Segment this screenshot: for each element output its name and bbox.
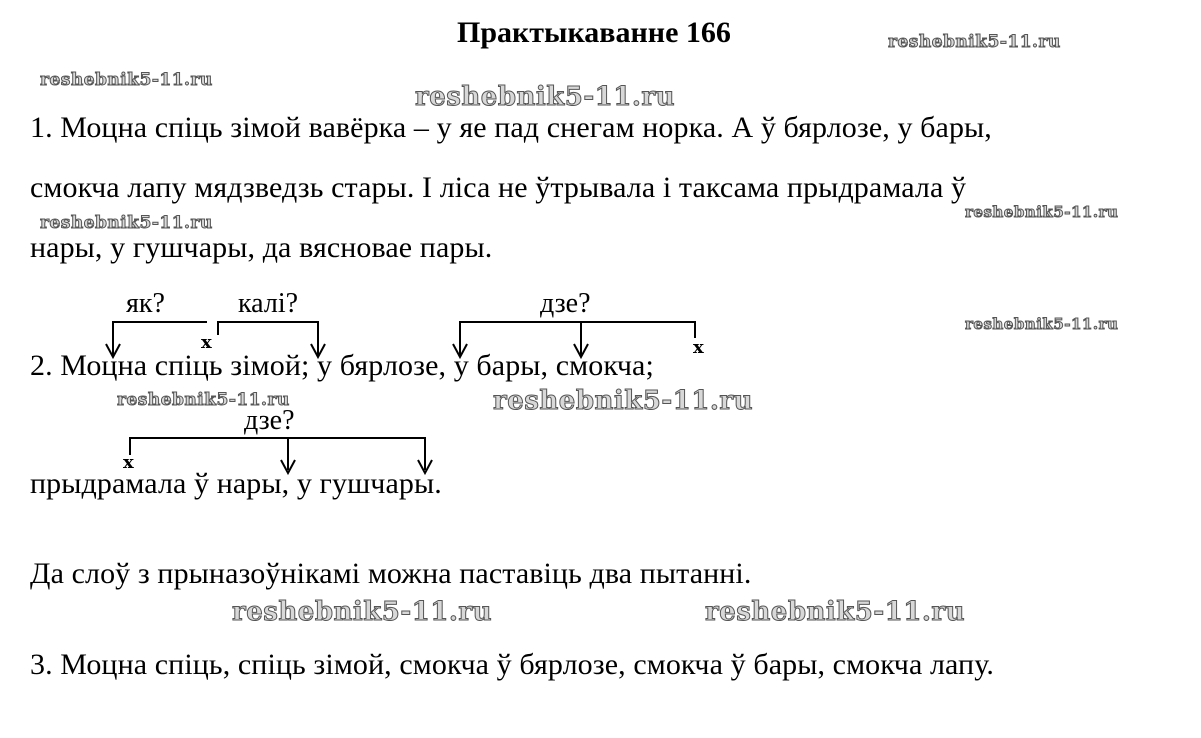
x-mark: x xyxy=(123,452,134,473)
watermark: reshebnik5-11.ru xyxy=(117,390,290,410)
watermark: reshebnik5-11.ru xyxy=(493,386,754,416)
x-mark: x xyxy=(693,337,704,358)
watermark: reshebnik5-11.ru xyxy=(888,32,1061,52)
section1-line: смокча лапу мядзведзь стары. І ліса не ўтрывала і таксама прыдрамала ў xyxy=(30,171,967,204)
section1-line: 1. Моцна спіць зімой вавёрка – у яе пад снегам норка. А ў бярлозе, у бары, xyxy=(30,111,992,144)
watermark: reshebnik5-11.ru xyxy=(705,597,966,627)
watermark: reshebnik5-11.ru xyxy=(40,70,213,90)
question-where: дзе? xyxy=(244,405,295,436)
section3-line: 3. Моцна спіць, спіць зімой, смокча ў бярлозе, смокча ў бары, смокча лапу. xyxy=(30,648,994,681)
watermark: reshebnik5-11.ru xyxy=(965,315,1119,333)
question-where: дзе? xyxy=(540,288,591,319)
watermark: reshebnik5-11.ru xyxy=(232,597,493,627)
section2-line: прыдрамала ў нары, у гушчары. xyxy=(30,467,442,500)
x-mark: x xyxy=(201,332,212,353)
watermark: reshebnik5-11.ru xyxy=(415,82,676,112)
section1-line: нары, у гушчары, да вясновае пары. xyxy=(30,231,493,264)
question-how: як? xyxy=(126,288,165,319)
question-when: калі? xyxy=(238,288,299,319)
page-title: Практыкаванне 166 xyxy=(457,16,731,49)
watermark: reshebnik5-11.ru xyxy=(40,213,213,233)
section2-line: 2. Моцна спіць зімой; у бярлозе, у бары, смокча; xyxy=(30,349,654,382)
watermark: reshebnik5-11.ru xyxy=(965,203,1119,221)
note-text: Да слоў з прыназоўнікамі можна паставіць два пытанні. xyxy=(30,557,752,590)
